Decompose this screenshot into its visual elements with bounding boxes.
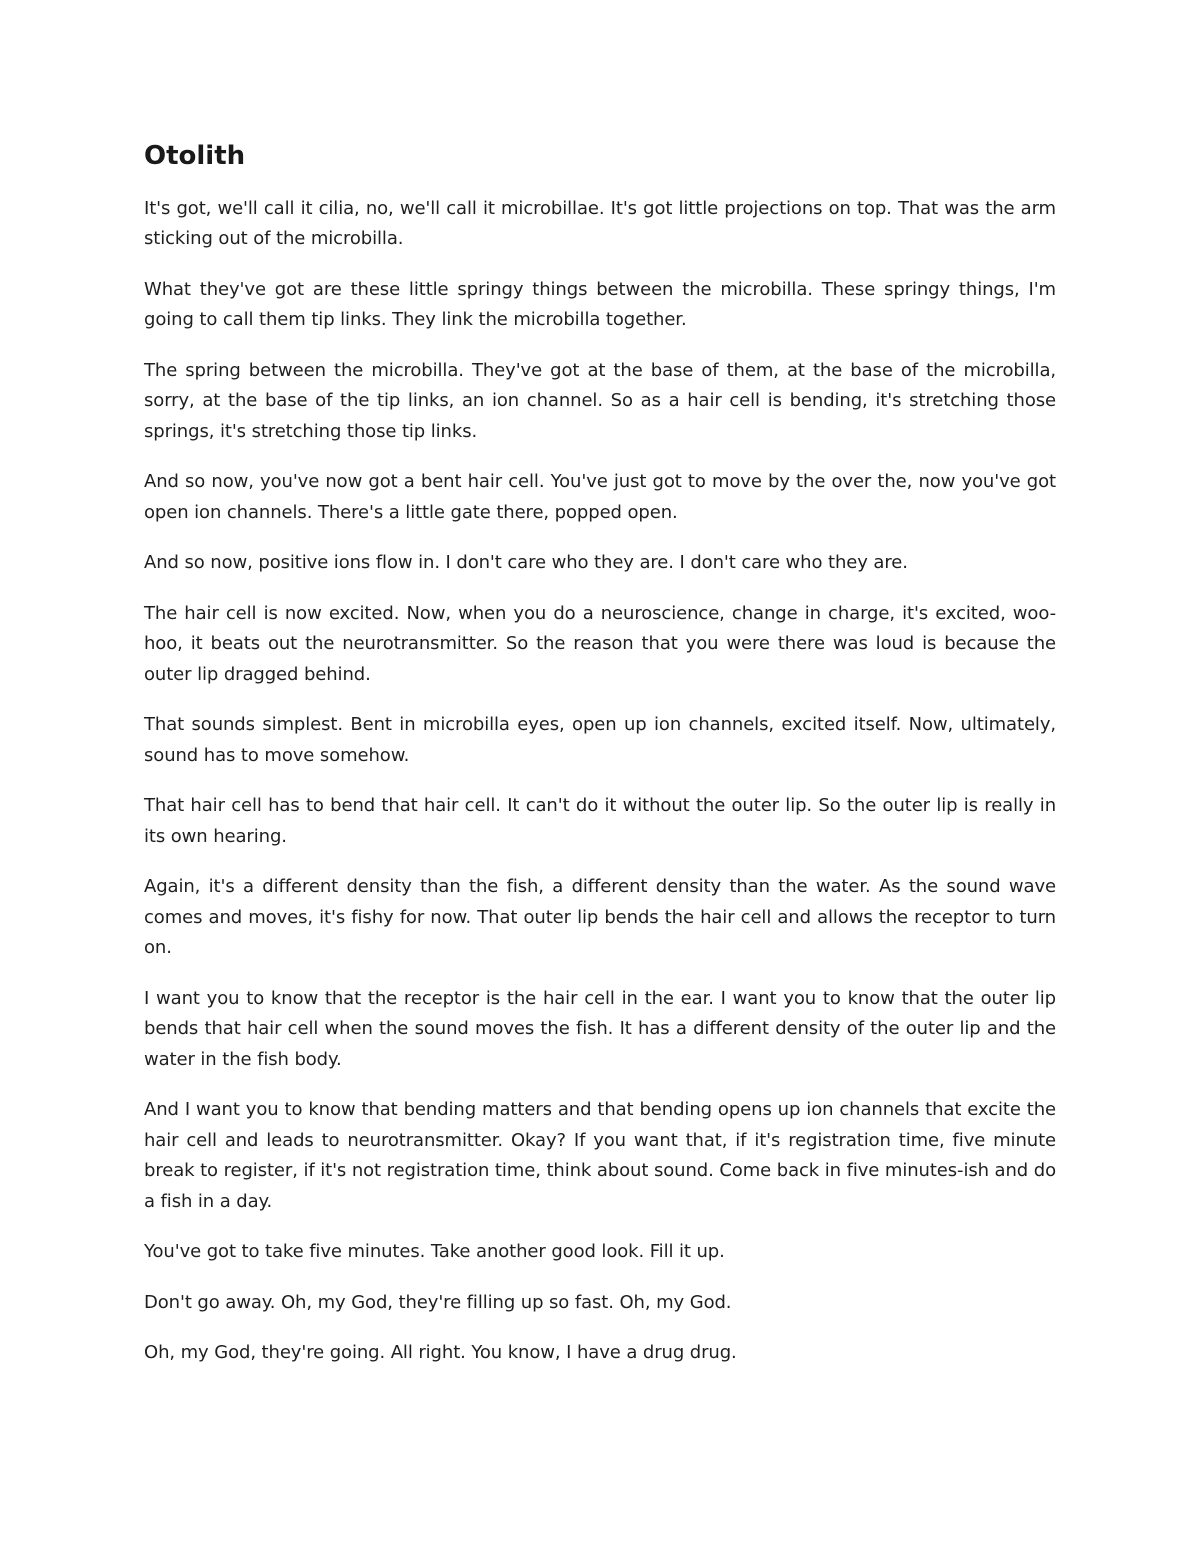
paragraph: The hair cell is now excited. Now, when you do a neuroscience, change in charge, it's excited, woo-hoo, it beats out the neurotransmitter. So the reason that you were there was loud is because the outer lip dragged behind. <box>144 602 1056 685</box>
paragraph: And so now, you've now got a bent hair cell. You've just got to move by the over the, now you've got open ion channels. There's a little gate there, popped open. <box>144 471 1056 523</box>
paragraph: I want you to know that the receptor is the hair cell in the ear. I want you to know that the outer lip bends that hair cell when the sound moves the fish. It has a different density of the outer lip and the water in the fish body. <box>144 987 1056 1070</box>
paragraph: That hair cell has to bend that hair cell. It can't do it without the outer lip. So the outer lip is really in its own hearing. <box>144 795 1056 847</box>
paragraph: And I want you to know that bending matters and that bending opens up ion channels that excite the hair cell and leads to neurotransmitter. Okay? If you want that, if it's registration time, five minute break to register, if it's not registration time, think about sound. Come back in five minutes-ish and do a fish in a day. <box>144 1099 1056 1212</box>
document-page <box>144 140 1056 1389</box>
document-title: Otolith <box>144 141 246 171</box>
paragraph: Again, it's a different density than the fish, a different density than the water. As the sound wave comes and moves, it's fishy for now. That outer lip bends the hair cell and allows the receptor to turn on. <box>144 876 1056 959</box>
paragraph: Don't go away. Oh, my God, they're filling up so fast. Oh, my God. <box>144 1291 732 1313</box>
paragraph: And so now, positive ions flow in. I don't care who they are. I don't care who they are. <box>144 552 908 574</box>
paragraph: What they've got are these little springy things between the microbilla. These springy things, I'm going to call them tip links. They link the microbilla together. <box>144 278 1056 331</box>
paragraph: It's got, we'll call it cilia, no, we'll call it microbillae. It's got little projections on top. That was the arm sticking out of the microbilla. <box>144 197 1056 250</box>
paragraph: Oh, my God, they're going. All right. You know, I have a drug drug. <box>144 1342 737 1364</box>
paragraph: You've got to take five minutes. Take another good look. Fill it up. <box>144 1241 725 1263</box>
paragraph: The spring between the microbilla. They've got at the base of them, at the base of the microbilla, sorry, at the base of the tip links, an ion channel. So as a hair cell is bending, it's stretching those springs, it's stretching those tip links. <box>144 359 1056 442</box>
paragraph: That sounds simplest. Bent in microbilla eyes, open up ion channels, excited itself. Now, ultimately, sound has to move somehow. <box>144 714 1056 766</box>
